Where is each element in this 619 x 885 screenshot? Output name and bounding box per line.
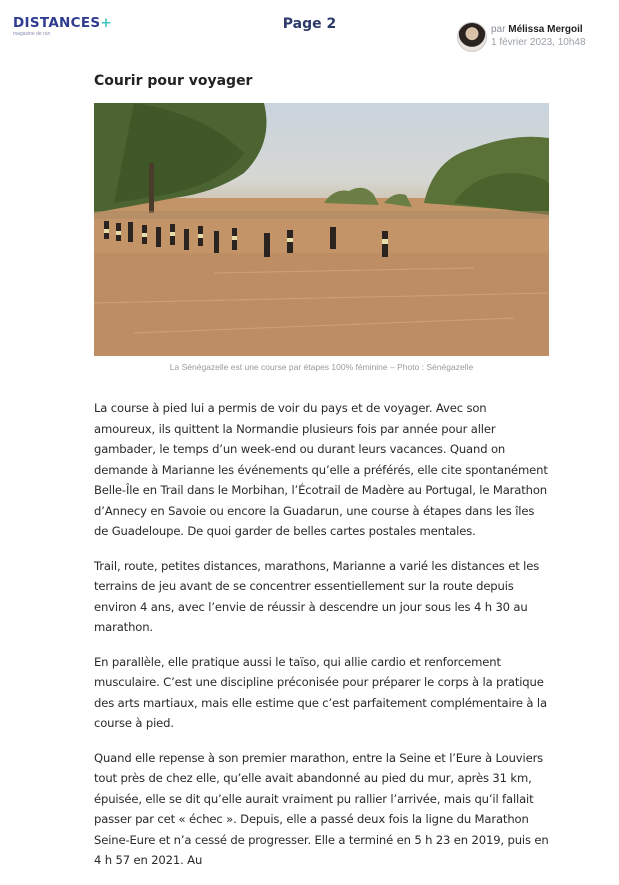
- article-paragraph: Quand elle repense à son premier marathon, entre la Seine et l’Eure à Louviers tout près de chez elle, qu’elle avait abandonné au pied du mur, après 31 km, épuisée, elle se dit qu’elle aurait vraiment pu rallier l’arrivée, mais qu’il fallait passer par cet « échec ». Depuis, elle a passé deux fois la ligne du Marathon Seine-Eure et n’a cessé de progresser. Elle a terminé en 5 h 23 en 2019, puis en 4 h 57 en 2021. Au: [94, 750, 549, 867]
- author-prefix: par: [491, 24, 506, 35]
- author-name[interactable]: Mélissa Mergoil: [508, 24, 583, 35]
- page-label: Page 2: [282, 16, 337, 32]
- article-paragraph: En parallèle, elle pratique aussi le taïso, qui allie cardio et renforcement musculaire. C’est une discipline préconisée pour préparer le corps à la pratique des arts martiaux, mais elle estime que c’est parfaitement complémentaire à la course à pied.: [94, 654, 547, 730]
- author-avatar[interactable]: [457, 22, 487, 52]
- article-body: [94, 398, 551, 885]
- logo-tagline: magazine de run: [13, 31, 51, 37]
- article-paragraph: Trail, route, petites distances, marathons, Marianne a varié les distances et les terrains de jeu avant de se concentrer essentiellement sur la route depuis environ 4 ans, avec l’envie de réussir à descendre un jour sous les 4 h 30 au marathon.: [94, 558, 540, 634]
- article-paragraph: La course à pied lui a permis de voir du pays et de voyager. Avec son amoureux, ils quittent la Normandie plusieurs fois par année pour aller gambader, le temps d’un week-end ou durant leurs vacances. Quand on demande à Marianne les événements qu’elle a préférés, elle cite spontanément Belle-Île en Trail dans le Morbihan, l’Écotrail de Madère au Portugal, le Marathon d’Annecy en Savoie ou encore la Guadarun, une course à étapes dans les îles de Guadeloupe. De quoi garder de belles cartes postales mentales.: [94, 401, 548, 538]
- article-photo: [94, 103, 549, 356]
- section-title: Courir pour voyager: [94, 73, 253, 89]
- publish-date: 1 février 2023, 10h48: [491, 37, 586, 48]
- author-block: [457, 22, 607, 54]
- image-caption: La Sénégazelle est une course par étapes 100% féminine – Photo : Sénégazelle: [169, 362, 474, 372]
- logo-wordmark: DISTANCES+: [13, 15, 113, 31]
